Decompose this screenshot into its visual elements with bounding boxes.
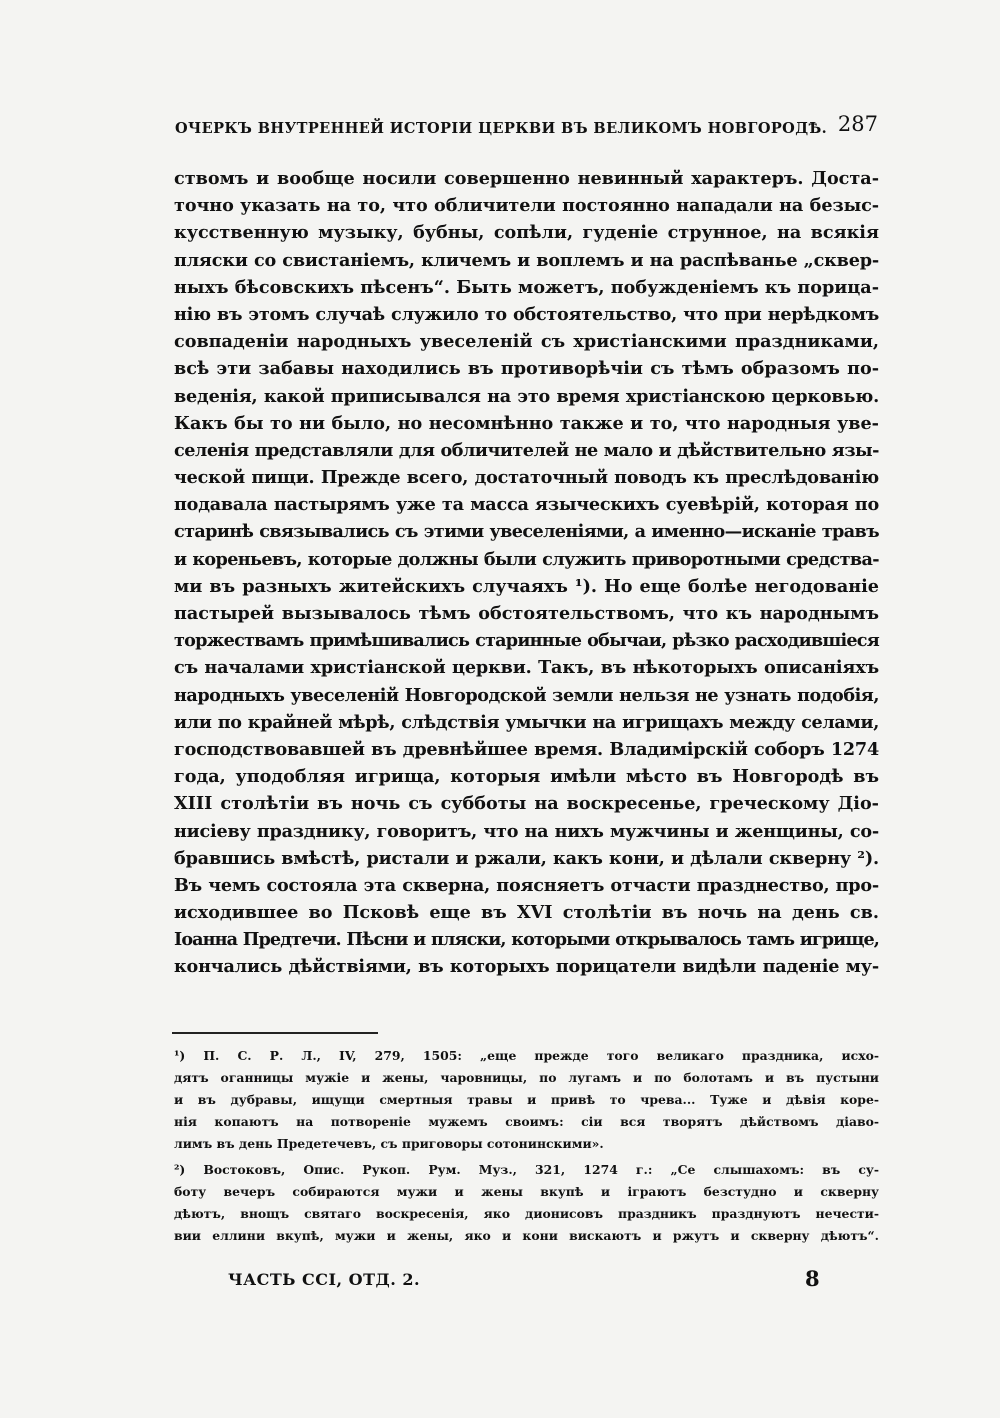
text-line: веденiя, какой приписывался на это время христiанскою церковью. [174, 385, 879, 407]
footnote-divider [172, 1032, 378, 1034]
footnote-line: вии еллини вкупѣ, мужи и жены, яко и кони вискаютъ и ржутъ и скверну дѣютъ“. [174, 1228, 879, 1243]
text-line: исходившее во Псковѣ еще въ XVI столѣтiи въ ночь на день св. [174, 902, 879, 924]
text-line: торжествамъ примѣшивались старинные обычаи, рѣзко расходившiеся [174, 630, 879, 652]
footnote [174, 1159, 879, 1247]
footnote-line: дятъ оганницы мужiе и жены, чаровницы, по лугамъ и по болотамъ и въ пустыни [174, 1070, 879, 1085]
text-line: ческой пищи. Прежде всего, достаточный поводъ къ преслѣдованiю [174, 467, 879, 489]
running-title: ОЧЕРКЪ ВНУТРЕННЕЙ ИСТОРIИ ЦЕРКВИ ВЪ ВЕЛИКОМЪ НОВГОРОДѢ. [175, 120, 828, 137]
text-line: Iоанна Предтечи. Пѣсни и пляски, которыми открывалось тамъ игрище, [174, 929, 879, 951]
footnote-line: ²) Востоковъ, Опис. Рукоп. Рум. Муз., 321, 1274 г.: „Се слышахомъ: въ су- [174, 1162, 879, 1177]
text-line: старинѣ связывались съ этими увеселенiями, а именно—исканiе травъ [174, 521, 879, 543]
text-line: съ началами христiанской церкви. Такъ, въ нѣкоторыхъ описанiяхъ [174, 657, 879, 679]
footnote-line: и въ дубравы, ищущи смертныя травы и привѣ то чрева... Туже и дѣвiя коре- [174, 1092, 879, 1107]
footnote-line: лимъ въ день Предетечевъ, съ приговоры сотонинскими». [174, 1136, 604, 1151]
text-line: ствомъ и вообще носили совершенно невинный характеръ. Доста- [174, 168, 879, 189]
page-number: 287 [837, 112, 878, 136]
footnote-line: боту вечеръ собираются мужи и жены вкупѣ и iграютъ безстудно и скверну [174, 1184, 879, 1199]
text-line: господствовавшей въ древнѣйшее время. Владимiрскiй соборъ 1274 [174, 738, 879, 760]
part-label: ЧАСТЬ CCI, ОТД. 2. [228, 1270, 421, 1289]
text-line: нiю въ этомъ случаѣ служило то обстоятельство, что при нерѣдкомъ [174, 303, 879, 325]
text-line: совпаденiи народныхъ увеселенiй съ христiанскими праздниками, [174, 331, 879, 353]
signature-mark: 8 [805, 1266, 820, 1291]
text-line: Въ чемъ состояла эта скверна, поясняетъ отчасти празднество, про- [174, 874, 879, 896]
text-line: нисiеву празднику, говоритъ, что на нихъ мужчины и женщины, со- [174, 820, 879, 842]
text-line: Какъ бы то ни было, но несомнѣнно также и то, что народныя уве- [174, 412, 879, 434]
text-line: года, уподобляя игрища, которыя имѣли мѣсто въ Новгородѣ въ [174, 766, 879, 788]
text-line: и кореньевъ, которые должны были служить приворотными средства- [174, 548, 879, 570]
text-line: или по крайней мѣрѣ, слѣдствiя умычки на игрищахъ между селами, [174, 711, 879, 733]
text-line: ми въ разныхъ житейскихъ случаяхъ ¹). Но еще болѣе негодованiе [174, 575, 879, 597]
main-text [174, 165, 879, 981]
text-line: подавала пастырямъ уже та масса языческихъ суевѣрiй, которая по [174, 494, 879, 516]
text-line: народныхъ увеселенiй Новгородской земли нельзя не узнать подобiя, [174, 684, 879, 706]
footnote-line: нiя копаютъ на потворенiе мужемъ своимъ: сiи вся творятъ дѣйствомъ дiаво- [174, 1114, 879, 1129]
footnote-line: дѣютъ, внощъ святаго воскресенiя, яко дионисовъ праздникъ празднуютъ нечести- [174, 1206, 879, 1221]
text-line: бравшись вмѣстѣ, ристали и ржали, какъ кони, и дѣлали скверну ²). [174, 847, 879, 869]
text-line: селенiя представляли для обличителей не мало и дѣйствительно язы- [174, 439, 879, 461]
text-line: кусственную музыку, бубны, сопѣли, гуденiе струнное, на всякiя [174, 222, 879, 244]
page-footer [228, 1266, 828, 1296]
footnotes [174, 1045, 879, 1247]
text-line: XIII столѣтiи въ ночь съ субботы на воскресенье, греческому Дiо- [174, 793, 879, 815]
text-line: ныхъ бѣсовскихъ пѣсенъ“. Быть можетъ, побужденiемъ къ порица- [174, 276, 879, 298]
text-line: точно указать на то, что обличители постоянно нападали на безыс- [174, 195, 879, 217]
text-line: пастырей вызывалось тѣмъ обстоятельствомъ, что къ народнымъ [174, 603, 879, 624]
text-line: пляски со свистанiемъ, кличемъ и воплемъ и на распѣванье „сквер- [174, 249, 879, 271]
footnote-line: ¹) П. С. Р. Л., IV, 279, 1505: „еще прежде того великаго праздника, исхо- [174, 1048, 879, 1063]
footnote [174, 1045, 879, 1155]
text-line: всѣ эти забавы находились въ противорѣчiи съ тѣмъ образомъ по- [174, 358, 879, 380]
text-line: кончались дѣйствiями, въ которыхъ порицатели видѣли паденiе му- [174, 956, 879, 978]
